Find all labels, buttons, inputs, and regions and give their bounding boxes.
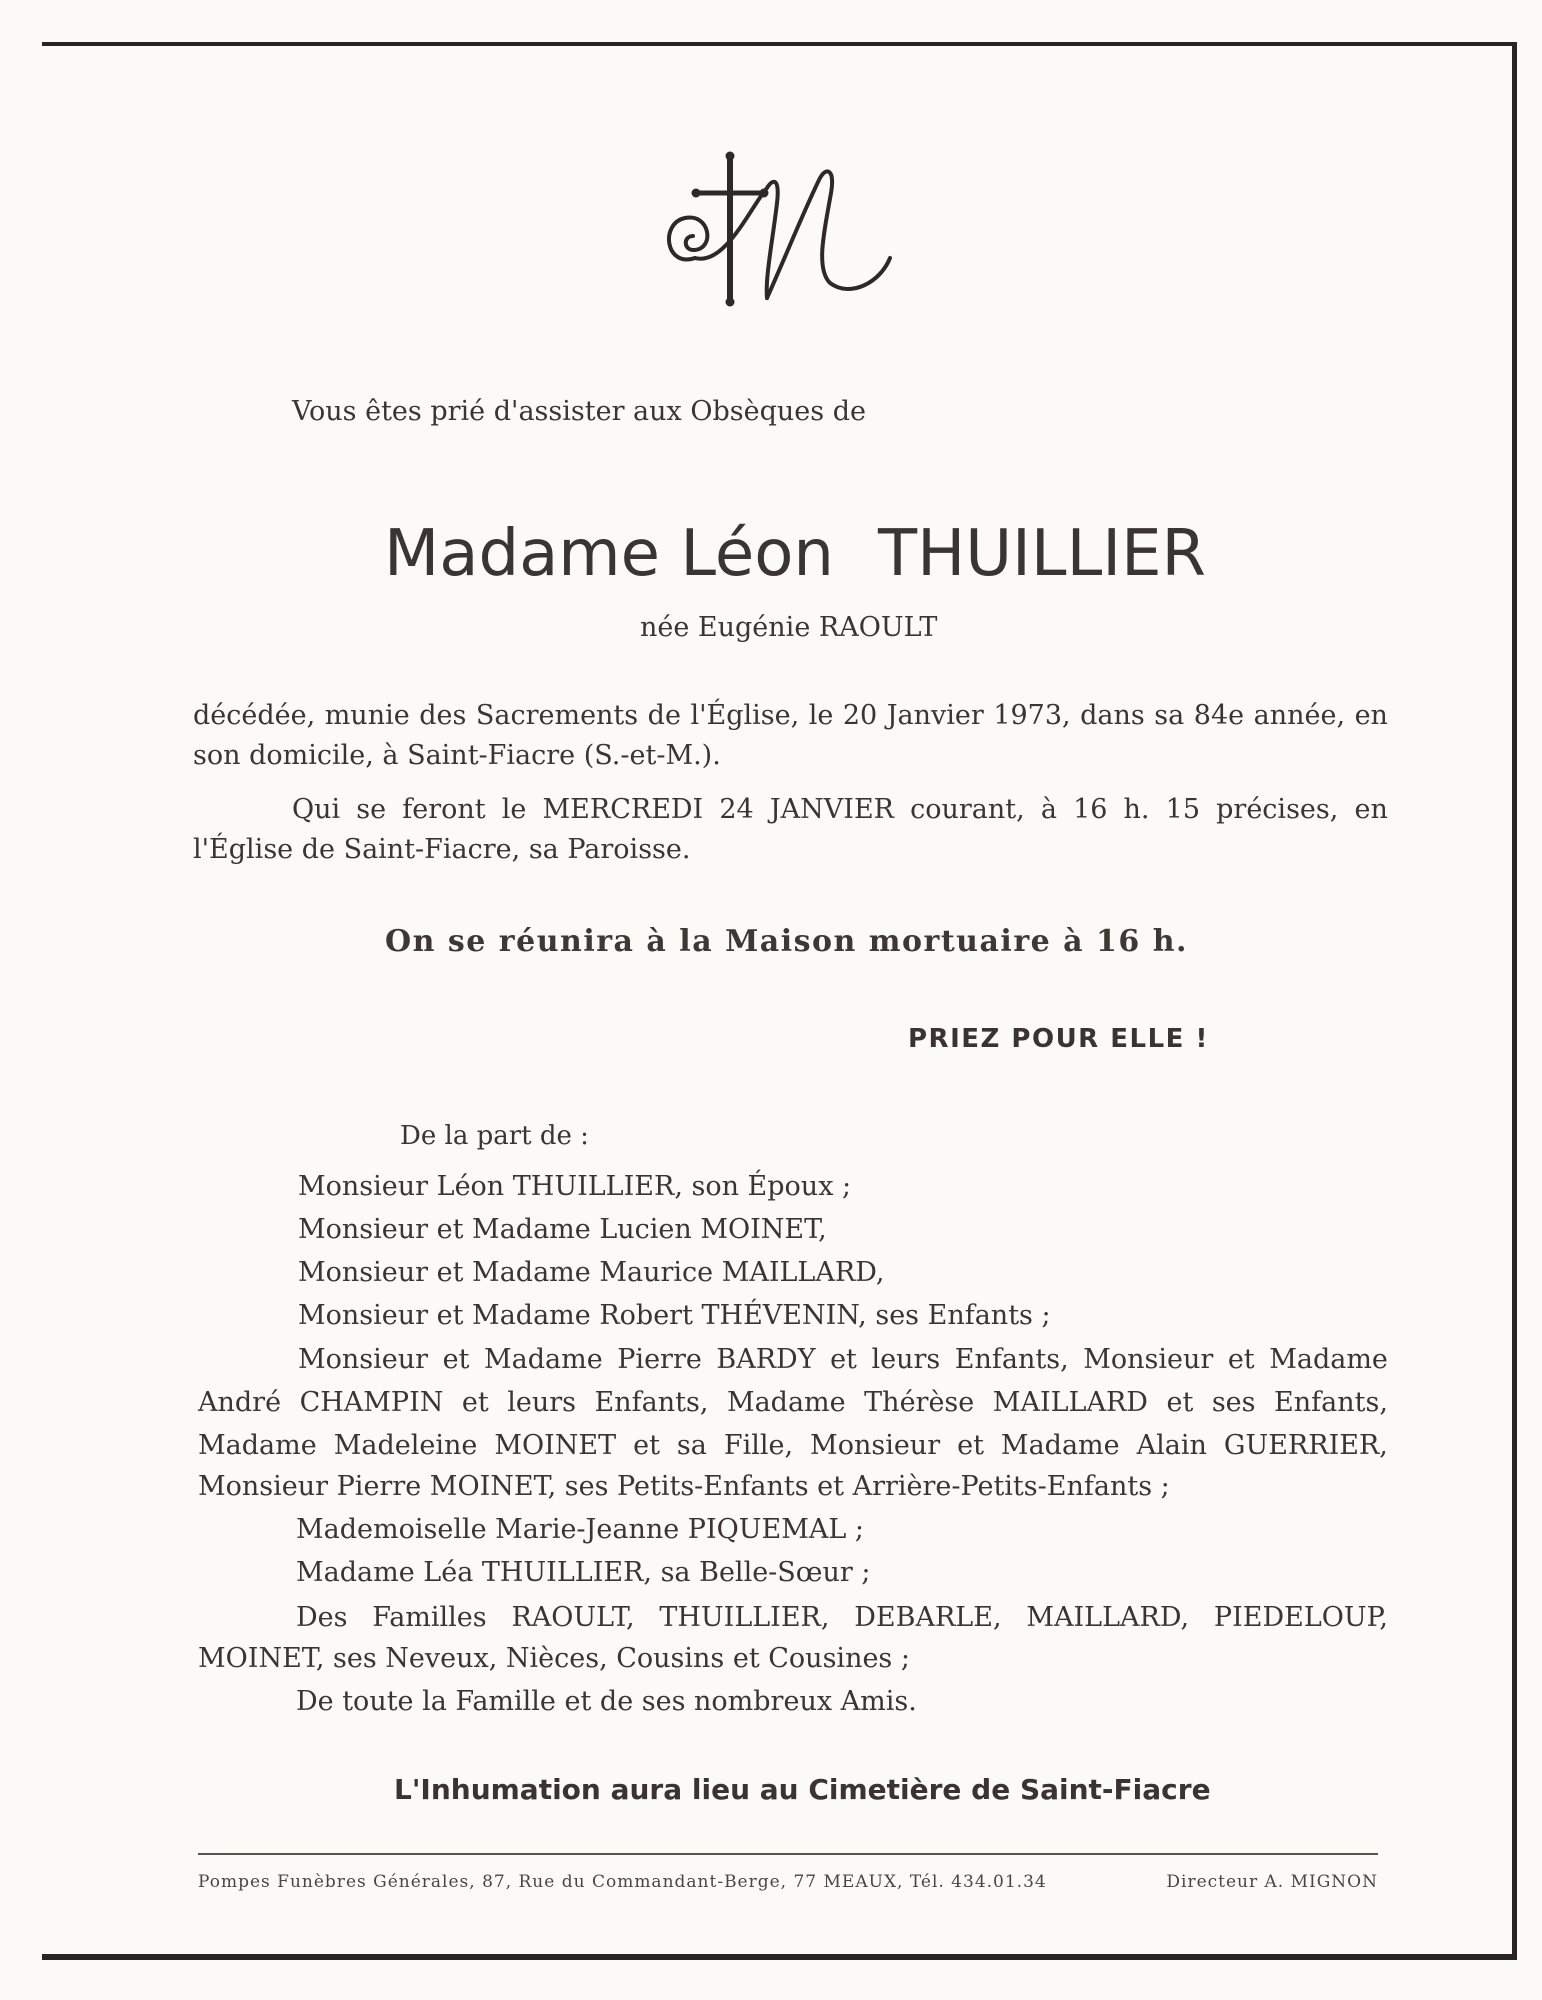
ceremony-line-1 <box>292 794 1388 825</box>
word: sa <box>1154 700 1185 731</box>
word: précises, <box>1216 794 1339 825</box>
word: leurs <box>871 1344 941 1375</box>
family-line: Monsieur et Madame Maurice MAILLARD, <box>298 1257 885 1288</box>
word: Enfants, <box>1274 1387 1388 1418</box>
family-line: Monsieur et Madame Robert THÉVENIN, ses Enfants ; <box>298 1300 1051 1331</box>
ceremony-line-2: l'Église de Saint-Fiacre, sa Paroisse. <box>193 834 691 865</box>
word: courant, <box>910 794 1025 825</box>
word: en <box>1354 794 1388 825</box>
word: de <box>647 700 681 731</box>
word: BARDY <box>716 1344 816 1375</box>
word: et <box>1227 1344 1255 1375</box>
word: l'Église, <box>690 700 800 731</box>
death-notice-line-1 <box>193 700 1388 731</box>
word: le <box>808 700 834 731</box>
word: et <box>957 1430 984 1461</box>
word: André <box>198 1387 282 1418</box>
word: et <box>442 1344 470 1375</box>
word: GUERRIER, <box>1223 1430 1388 1461</box>
word: RAOULT, <box>511 1602 635 1633</box>
word: Enfants, <box>954 1344 1069 1375</box>
family-line <box>198 1430 1388 1461</box>
word: Thérèse <box>864 1387 975 1418</box>
family-line: Monsieur Léon THUILLIER, son Époux ; <box>298 1171 852 1202</box>
word: des <box>419 700 467 731</box>
word: Familles <box>372 1602 487 1633</box>
word: année, <box>1253 700 1346 731</box>
word: MAILLARD <box>992 1387 1148 1418</box>
word: JANVIER <box>769 794 894 825</box>
word: THUILLIER, <box>659 1602 830 1633</box>
family-line: MOINET, ses Neveux, Nièces, Cousins et Cousines ; <box>198 1643 910 1674</box>
family-line <box>296 1602 1388 1633</box>
word: 24 <box>719 794 754 825</box>
family-line <box>298 1344 1388 1375</box>
word: ses <box>1211 1387 1256 1418</box>
word: Monsieur <box>298 1344 429 1375</box>
word: dans <box>1080 700 1145 731</box>
word: Sacrements <box>475 700 639 731</box>
word: Janvier <box>886 700 984 731</box>
word: 1973, <box>993 700 1071 731</box>
word: PIEDELOUP, <box>1213 1602 1388 1633</box>
deceased-first-name: Madame Léon <box>384 517 834 591</box>
death-notice-line-2: son domicile, à Saint-Fiacre (S.-et-M.). <box>193 740 721 771</box>
word: Pierre <box>617 1344 702 1375</box>
funeral-director: Directeur A. MIGNON <box>1166 1872 1378 1892</box>
family-line <box>198 1387 1388 1418</box>
word: Madame <box>484 1344 603 1375</box>
word: 84e <box>1193 700 1245 731</box>
gathering-notice: On se réunira à la Maison mortuaire à 16 h. <box>385 924 1189 959</box>
word: Fille, <box>723 1430 794 1461</box>
word: Des <box>296 1602 348 1633</box>
word: décédée, <box>193 700 316 731</box>
cross-monogram-icon <box>655 148 905 313</box>
word: et <box>633 1430 660 1461</box>
word: Monsieur <box>810 1430 941 1461</box>
word: Qui <box>292 794 341 825</box>
word: feront <box>402 794 486 825</box>
word: Monsieur <box>1083 1344 1214 1375</box>
word: sa <box>676 1430 707 1461</box>
word: Madame <box>1269 1344 1388 1375</box>
word: Madame <box>198 1430 317 1461</box>
word: Madame <box>1000 1430 1120 1461</box>
word: le <box>501 794 527 825</box>
deceased-surname: THUILLIER <box>877 517 1206 591</box>
word: CHAMPIN <box>299 1387 444 1418</box>
word: Madeleine <box>333 1430 478 1461</box>
word: munie <box>324 700 410 731</box>
from-heading: De la part de : <box>400 1121 589 1151</box>
word: et <box>830 1344 857 1375</box>
word: 16 <box>1073 794 1108 825</box>
footer-divider <box>198 1853 1378 1855</box>
family-line: Mademoiselle Marie-Jeanne PIQUEMAL ; <box>296 1514 864 1545</box>
word: et <box>461 1387 489 1418</box>
word: en <box>1354 700 1388 731</box>
printer-footer <box>198 1874 1378 1891</box>
family-line: Monsieur Pierre MOINET, ses Petits-Enfants et Arrière-Petits-Enfants ; <box>198 1471 1170 1502</box>
word: Enfants, <box>594 1387 709 1418</box>
word: MERCREDI <box>542 794 704 825</box>
word: 20 <box>842 700 878 731</box>
deceased-name <box>384 517 1206 591</box>
prayer-request: PRIEZ POUR ELLE ! <box>908 1024 1209 1054</box>
word: MAILLARD, <box>1026 1602 1190 1633</box>
funeral-home-address: Pompes Funèbres Générales, 87, Rue du Commandant-Berge, 77 MEAUX, Tél. 434.01.34 <box>198 1872 1047 1892</box>
word: Alain <box>1136 1430 1207 1461</box>
word: DEBARLE, <box>854 1602 1002 1633</box>
word: et <box>1166 1387 1194 1418</box>
invitation-text: Vous êtes prié d'assister aux Obsèques de <box>292 396 866 427</box>
maiden-name: née Eugénie RAOULT <box>640 612 938 643</box>
word: Madame <box>726 1387 846 1418</box>
family-line: Madame Léa THUILLIER, sa Belle-Sœur ; <box>296 1557 871 1588</box>
word: à <box>1040 794 1057 825</box>
family-line: Monsieur et Madame Lucien MOINET, <box>298 1214 827 1245</box>
word: MOINET <box>494 1430 617 1461</box>
word: h. <box>1123 794 1150 825</box>
word: se <box>356 794 387 825</box>
word: 15 <box>1165 794 1201 825</box>
burial-notice: L'Inhumation aura lieu au Cimetière de Saint-Fiacre <box>394 1773 1211 1806</box>
word: leurs <box>507 1387 577 1418</box>
family-line: De toute la Famille et de ses nombreux Amis. <box>296 1686 917 1717</box>
